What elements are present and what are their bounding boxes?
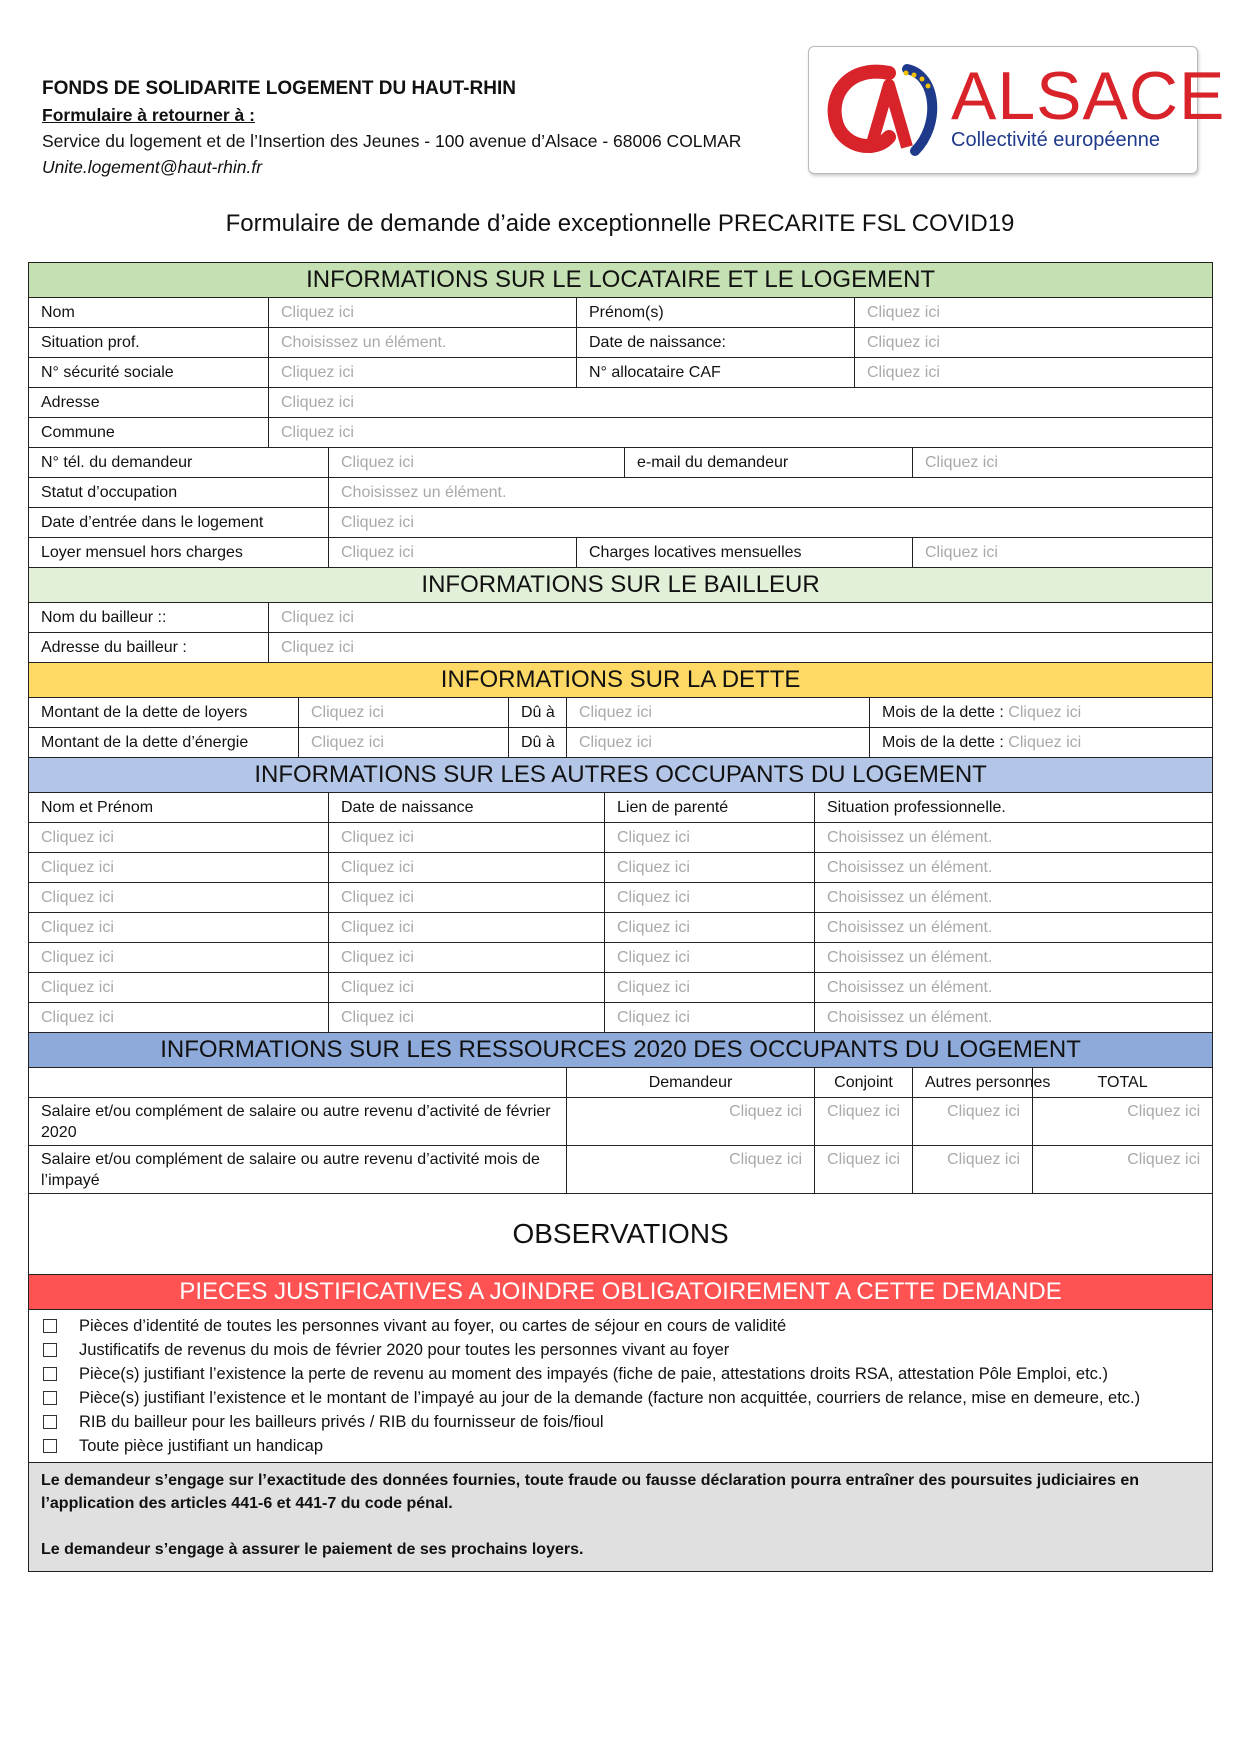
form-header [42,76,741,180]
input-total-fevrier[interactable]: Cliquez ici [1033,1098,1213,1146]
table-row [29,853,1213,883]
label-caf: N° allocataire CAF [577,358,855,388]
input-naissance[interactable]: Cliquez ici [855,328,1213,358]
label-bailleur-nom: Nom du bailleur :: [29,603,269,633]
checklist-item [43,1386,1200,1410]
input-mois-dette-loyers[interactable]: Cliquez ici [1008,703,1082,721]
input-occupant-naissance[interactable]: Cliquez ici [329,883,605,913]
label-charges: Charges locatives mensuelles [577,538,913,568]
section-locataire-heading: INFORMATIONS SUR LE LOCATAIRE ET LE LOGEMENT [29,263,1213,298]
input-occupant-nom[interactable]: Cliquez ici [29,883,329,913]
table-row [29,883,1213,913]
mois-dette-loyers [870,698,1213,728]
input-occupant-nom[interactable]: Cliquez ici [29,1003,329,1033]
checklist-item-label: Justificatifs de revenus du mois de février 2020 pour toutes les personnes vivant au foyer [79,1340,730,1359]
input-occupant-nom[interactable]: Cliquez ici [29,973,329,1003]
checkbox-perte-revenu[interactable] [43,1367,57,1381]
input-occupant-naissance[interactable]: Cliquez ici [329,973,605,1003]
label-loyer: Loyer mensuel hors charges [29,538,329,568]
pieces-checklist [29,1310,1213,1463]
label-prenom: Prénom(s) [577,298,855,328]
table-row [29,943,1213,973]
declaration-exactitude: Le demandeur s’engage sur l’exactitude des données fournies, toute fraude ou fausse déclaration pourra entraîner des poursuites judiciaires en l’application des articles 441-6 et 441-7 du code pénal. [41,1472,1140,1512]
ressources-blank-header [29,1068,567,1098]
input-occupant-naissance[interactable]: Cliquez ici [329,913,605,943]
logo-wordmark: ALSACE [951,58,1226,134]
label-statut: Statut d’occupation [29,478,329,508]
mois-dette-energie [870,728,1213,758]
label-bailleur-adresse: Adresse du bailleur : [29,633,269,663]
select-occupant-situation[interactable]: Choisissez un élément. [815,1003,1213,1033]
input-du-a-energie[interactable]: Cliquez ici [567,728,870,758]
label-du-a: Dû à [509,698,567,728]
label-commune: Commune [29,418,269,448]
input-autres-fevrier[interactable]: Cliquez ici [913,1098,1033,1146]
input-conjoint-impaye[interactable]: Cliquez ici [815,1146,913,1194]
select-occupant-situation[interactable]: Choisissez un élément. [815,883,1213,913]
input-dette-energie[interactable]: Cliquez ici [299,728,509,758]
input-occupant-naissance[interactable]: Cliquez ici [329,853,605,883]
table-row [29,913,1213,943]
input-occupant-naissance[interactable]: Cliquez ici [329,823,605,853]
col-total: TOTAL [1033,1068,1213,1098]
checklist-item-label: Toute pièce justifiant un handicap [79,1436,324,1455]
label-dette-loyers: Montant de la dette de loyers [29,698,299,728]
select-statut[interactable]: Choisissez un élément. [329,478,1213,508]
label-ressources-impaye: Salaire et/ou complément de salaire ou autre revenu d’activité mois de l’impayé [29,1146,567,1194]
label-dette-energie: Montant de la dette d’énergie [29,728,299,758]
col-demandeur: Demandeur [567,1068,815,1098]
return-address: Service du logement et de l’Insertion des Jeunes - 100 avenue d’Alsace - 68006 COLMAR [42,131,742,151]
table-row [29,1003,1213,1033]
input-tel[interactable]: Cliquez ici [329,448,625,478]
col-lien-parente: Lien de parenté [605,793,815,823]
checklist-item [43,1410,1200,1434]
select-situation[interactable]: Choisissez un élément. [269,328,577,358]
input-occupant-nom[interactable]: Cliquez ici [29,823,329,853]
label-secu: N° sécurité sociale [29,358,269,388]
table-row [29,973,1213,1003]
col-autres: Autres personnes [913,1068,1033,1098]
col-nom-prenom: Nom et Prénom [29,793,329,823]
input-occupant-lien[interactable]: Cliquez ici [605,1003,815,1033]
col-situation-pro: Situation professionnelle. [815,793,1213,823]
observations-heading: OBSERVATIONS [29,1194,1213,1275]
occupants-rows [29,823,1213,1033]
checkbox-rib[interactable] [43,1415,57,1429]
col-conjoint: Conjoint [815,1068,913,1098]
select-occupant-situation[interactable]: Choisissez un élément. [815,853,1213,883]
logo-subtitle: Collectivité européenne [951,129,1161,151]
input-occupant-naissance[interactable]: Cliquez ici [329,943,605,973]
checkbox-identite[interactable] [43,1319,57,1333]
input-occupant-lien[interactable]: Cliquez ici [605,853,815,883]
checklist-item-label: Pièce(s) justifiant l’existence et le montant de l’impayé au jour de la demande (facture non acquittée, courriers de relance, mise en demeure, etc.) [79,1388,1141,1407]
input-occupant-lien[interactable]: Cliquez ici [605,823,815,853]
return-email: Unite.logement@haut-rhin.fr [42,157,263,177]
checklist-item [43,1338,1200,1362]
input-mois-dette-energie[interactable]: Cliquez ici [1008,733,1082,751]
section-bailleur-heading: INFORMATIONS SUR LE BAILLEUR [29,568,1213,603]
label-mois-dette: Mois de la dette : [882,703,1004,721]
input-email[interactable]: Cliquez ici [913,448,1213,478]
input-autres-impaye[interactable]: Cliquez ici [913,1146,1033,1194]
input-total-impaye[interactable]: Cliquez ici [1033,1146,1213,1194]
section-ressources-heading: INFORMATIONS SUR LES RESSOURCES 2020 DES OCCUPANTS DU LOGEMENT [29,1033,1213,1068]
input-caf[interactable]: Cliquez ici [855,358,1213,388]
input-nom[interactable]: Cliquez ici [269,298,577,328]
col-date-naissance: Date de naissance [329,793,605,823]
section-dette-heading: INFORMATIONS SUR LA DETTE [29,663,1213,698]
input-bailleur-nom[interactable]: Cliquez ici [269,603,1213,633]
input-occupant-lien[interactable]: Cliquez ici [605,913,815,943]
checklist-item-label: Pièce(s) justifiant l’existence la perte de revenu au moment des impayés (fiche de paie, attestations droits RSA, attestation Pôle Emploi, etc.) [79,1364,1109,1383]
checklist-item [43,1314,1200,1338]
checkbox-revenus[interactable] [43,1343,57,1357]
alsace-logo [808,46,1226,174]
alsace-logo-emblem-icon [819,55,949,165]
select-occupant-situation[interactable]: Choisissez un élément. [815,973,1213,1003]
checklist-item-label: Pièces d’identité de toutes les personnes vivant au foyer, ou cartes de séjour en cours de validité [79,1316,787,1335]
label-adresse: Adresse [29,388,269,418]
table-row [29,823,1213,853]
section-occupants-heading: INFORMATIONS SUR LES AUTRES OCCUPANTS DU LOGEMENT [29,758,1213,793]
input-secu[interactable]: Cliquez ici [269,358,577,388]
input-dette-loyers[interactable]: Cliquez ici [299,698,509,728]
label-nom: Nom [29,298,269,328]
input-occupant-lien[interactable]: Cliquez ici [605,943,815,973]
input-occupant-lien[interactable]: Cliquez ici [605,973,815,1003]
select-occupant-situation[interactable]: Choisissez un élément. [815,943,1213,973]
label-ressources-fevrier: Salaire et/ou complément de salaire ou autre revenu d’activité de février 2020 [29,1098,567,1146]
input-du-a-loyers[interactable]: Cliquez ici [567,698,870,728]
checkbox-handicap[interactable] [43,1439,57,1453]
input-conjoint-fevrier[interactable]: Cliquez ici [815,1098,913,1146]
declaration-footer [29,1463,1213,1572]
label-tel: N° tél. du demandeur [29,448,329,478]
input-charges[interactable]: Cliquez ici [913,538,1213,568]
checklist-item [43,1362,1200,1386]
label-entree: Date d’entrée dans le logement [29,508,329,538]
input-occupant-lien[interactable]: Cliquez ici [605,883,815,913]
organization-name: FONDS DE SOLIDARITE LOGEMENT DU HAUT-RHIN [42,78,516,99]
select-occupant-situation[interactable]: Choisissez un élément. [815,823,1213,853]
checklist-item-label: RIB du bailleur pour les bailleurs privés / RIB du fournisseur de fois/fioul [79,1412,604,1431]
application-form [28,262,1213,1572]
select-occupant-situation[interactable]: Choisissez un élément. [815,913,1213,943]
return-label: Formulaire à retourner à : [42,105,255,125]
label-situation: Situation prof. [29,328,269,358]
input-occupant-nom[interactable]: Cliquez ici [29,853,329,883]
input-occupant-nom[interactable]: Cliquez ici [29,913,329,943]
label-naissance: Date de naissance: [577,328,855,358]
input-demandeur-impaye[interactable]: Cliquez ici [567,1146,815,1194]
label-du-a: Dû à [509,728,567,758]
checklist-item [43,1434,1200,1458]
input-bailleur-adresse[interactable]: Cliquez ici [269,633,1213,663]
section-pieces-heading: PIECES JUSTIFICATIVES A JOINDRE OBLIGATOIREMENT A CETTE DEMANDE [29,1275,1213,1310]
input-occupant-naissance[interactable]: Cliquez ici [329,1003,605,1033]
label-email: e-mail du demandeur [625,448,913,478]
label-mois-dette: Mois de la dette : [882,733,1004,751]
input-demandeur-fevrier[interactable]: Cliquez ici [567,1098,815,1146]
declaration-paiement: Le demandeur s’engage à assurer le paiement de ses prochains loyers. [41,1541,584,1558]
input-adresse[interactable]: Cliquez ici [269,388,1213,418]
input-commune[interactable]: Cliquez ici [269,418,1213,448]
checkbox-impaye[interactable] [43,1391,57,1405]
form-title: Formulaire de demande d’aide exceptionnelle PRECARITE FSL COVID19 [225,210,1015,237]
input-occupant-nom[interactable]: Cliquez ici [29,943,329,973]
input-loyer[interactable]: Cliquez ici [329,538,577,568]
input-prenom[interactable]: Cliquez ici [855,298,1213,328]
input-entree[interactable]: Cliquez ici [329,508,1213,538]
